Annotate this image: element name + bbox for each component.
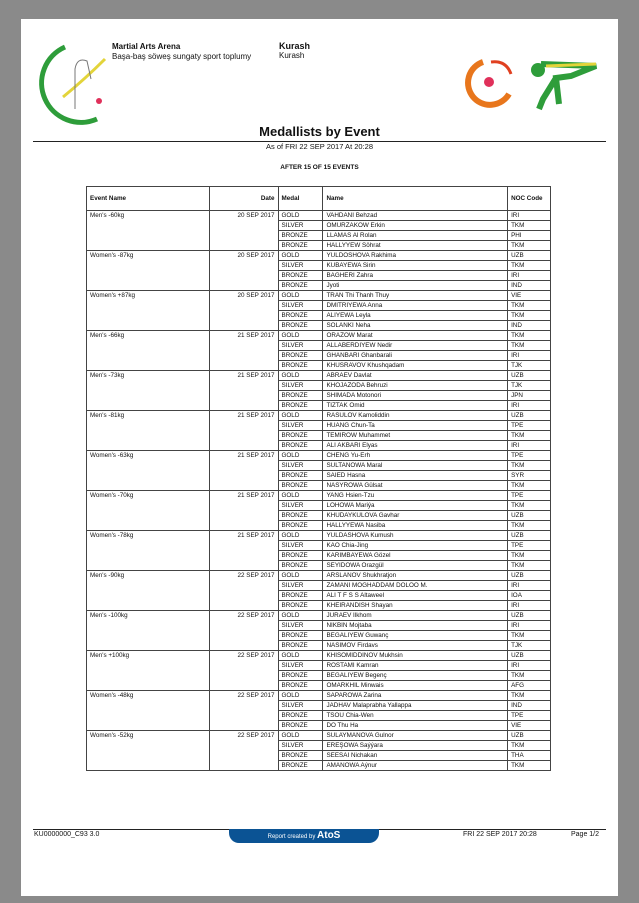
medal-cell: SILVER [278, 621, 323, 631]
table-row [87, 691, 551, 701]
atos-banner [229, 829, 379, 843]
table-row [87, 291, 551, 301]
noc-code-cell: TKM [508, 691, 551, 701]
athlete-name-cell: TEMIROW Muhammet [323, 431, 508, 441]
athlete-name-cell: ALIYEWA Leyla [323, 311, 508, 321]
noc-code-cell: TJK [508, 641, 551, 651]
noc-code-cell: UZB [508, 531, 551, 541]
noc-code-cell: TKM [508, 501, 551, 511]
medal-cell: BRONZE [278, 271, 323, 281]
noc-code-cell: IRI [508, 661, 551, 671]
noc-code-cell: IRI [508, 601, 551, 611]
noc-code-cell: TKM [508, 221, 551, 231]
athlete-name-cell: LOHOWA Mariýa [323, 501, 508, 511]
athlete-name-cell: DMITRIYEWA Anna [323, 301, 508, 311]
noc-code-cell: IRI [508, 351, 551, 361]
medal-cell: BRONZE [278, 241, 323, 251]
noc-code-cell: TKM [508, 521, 551, 531]
athlete-name-cell: TIZTAK Omid [323, 401, 508, 411]
noc-code-cell: TPE [508, 541, 551, 551]
athlete-name-cell: VAHDANI Behzad [323, 211, 508, 221]
medal-cell: BRONZE [278, 481, 323, 491]
noc-code-cell: TPE [508, 711, 551, 721]
athlete-name-cell: SEESAI Nichakan [323, 751, 508, 761]
event-name-cell: Men's +100kg [87, 651, 210, 691]
medal-cell: GOLD [278, 531, 323, 541]
athlete-name-cell: SOLANKI Neha [323, 321, 508, 331]
event-date-cell: 22 SEP 2017 [209, 611, 278, 651]
table-row [87, 211, 551, 221]
medal-cell: GOLD [278, 291, 323, 301]
athlete-name-cell: ROSTAMI Kamran [323, 661, 508, 671]
athlete-name-cell: BAGHERI Zahra [323, 271, 508, 281]
medal-cell: BRONZE [278, 521, 323, 531]
noc-code-cell: VIE [508, 291, 551, 301]
report-page [21, 19, 618, 896]
noc-code-cell: IND [508, 281, 551, 291]
table-row [87, 371, 551, 381]
noc-code-cell: IRI [508, 401, 551, 411]
athlete-name-cell: Jyoti [323, 281, 508, 291]
event-name-cell: Women's +87kg [87, 291, 210, 331]
medal-cell: BRONZE [278, 281, 323, 291]
athlete-name-cell: LLAMAS Al Rolan [323, 231, 508, 241]
medal-cell: GOLD [278, 331, 323, 341]
table-row [87, 251, 551, 261]
event-name-cell: Men's -73kg [87, 371, 210, 411]
medal-cell: BRONZE [278, 641, 323, 651]
athlete-name-cell: SULAYMANOVA Gulnor [323, 731, 508, 741]
report-title: Medallists by Event [259, 124, 380, 139]
noc-code-cell: TKM [508, 631, 551, 641]
noc-code-cell: SYR [508, 471, 551, 481]
noc-code-cell: IRI [508, 581, 551, 591]
created-by-label: Report created by [267, 834, 316, 840]
medal-cell: SILVER [278, 421, 323, 431]
event-date-cell: 21 SEP 2017 [209, 451, 278, 491]
medal-cell: GOLD [278, 731, 323, 741]
noc-code-cell: TPE [508, 451, 551, 461]
medal-cell: BRONZE [278, 391, 323, 401]
table-row [87, 491, 551, 501]
table-row [87, 651, 551, 661]
medal-cell: BRONZE [278, 431, 323, 441]
noc-code-cell: AFG [508, 681, 551, 691]
noc-code-cell: TKM [508, 741, 551, 751]
athlete-name-cell: ZAMANI MOGHADDAM DOLOO M. [323, 581, 508, 591]
games-logo [35, 39, 110, 134]
athlete-name-cell: OMURZAKOW Erkin [323, 221, 508, 231]
table-body [87, 211, 551, 771]
event-date-cell: 21 SEP 2017 [209, 411, 278, 451]
athlete-name-cell: YULDOSHOVA Rakhima [323, 251, 508, 261]
noc-code-cell: JPN [508, 391, 551, 401]
noc-code-cell: TPE [508, 421, 551, 431]
table-header-row [87, 187, 551, 211]
event-name-cell: Women's -70kg [87, 491, 210, 531]
medal-cell: BRONZE [278, 231, 323, 241]
athlete-name-cell: TRAN Thi Thanh Thuy [323, 291, 508, 301]
table-row [87, 331, 551, 341]
athlete-name-cell: SULTANOWA Maral [323, 461, 508, 471]
table-row [87, 571, 551, 581]
athlete-name-cell: OMARKHIL Minwais [323, 681, 508, 691]
medal-cell: SILVER [278, 261, 323, 271]
noc-code-cell: IRI [508, 211, 551, 221]
event-date-cell: 22 SEP 2017 [209, 691, 278, 731]
noc-code-cell: TKM [508, 481, 551, 491]
athlete-name-cell: ALI AKBARI Elyas [323, 441, 508, 451]
medal-cell: SILVER [278, 301, 323, 311]
medal-cell: GOLD [278, 411, 323, 421]
noc-code-cell: UZB [508, 611, 551, 621]
athlete-name-cell: NIKBIN Mojtaba [323, 621, 508, 631]
noc-code-cell: UZB [508, 511, 551, 521]
noc-code-cell: UZB [508, 571, 551, 581]
medal-cell: BRONZE [278, 311, 323, 321]
athlete-name-cell: AMANOWA Aýnur [323, 761, 508, 771]
medal-cell: BRONZE [278, 751, 323, 761]
medal-cell: GOLD [278, 571, 323, 581]
noc-code-cell: IND [508, 701, 551, 711]
table-row [87, 731, 551, 741]
medal-cell: SILVER [278, 541, 323, 551]
athlete-name-cell: BEGALIYEW Begenç [323, 671, 508, 681]
medal-cell: BRONZE [278, 711, 323, 721]
athlete-name-cell: KAO Chia-Jing [323, 541, 508, 551]
athlete-name-cell: NASIMOV Firdavs [323, 641, 508, 651]
venue-block [112, 42, 251, 62]
noc-code-cell: IRI [508, 621, 551, 631]
column-header-date: Date [209, 187, 278, 211]
venue-name: Martial Arts Arena [112, 42, 181, 51]
athlete-name-cell: ALI T F S S Altaweel [323, 591, 508, 601]
athlete-name-cell: ALLABERDIYEW Nedir [323, 341, 508, 351]
noc-code-cell: TKM [508, 561, 551, 571]
medal-cell: BRONZE [278, 401, 323, 411]
noc-code-cell: TKM [508, 301, 551, 311]
noc-code-cell: UZB [508, 731, 551, 741]
athlete-name-cell: YULDASHOVA Kumush [323, 531, 508, 541]
sport-name: Kurash [279, 41, 311, 51]
noc-code-cell: TKM [508, 551, 551, 561]
medal-cell: BRONZE [278, 471, 323, 481]
event-date-cell: 21 SEP 2017 [209, 491, 278, 531]
sport-block [279, 42, 310, 60]
event-name-cell: Men's -100kg [87, 611, 210, 651]
event-name-cell: Men's -60kg [87, 211, 210, 251]
athlete-name-cell: DO Thu Ha [323, 721, 508, 731]
event-name-cell: Men's -81kg [87, 411, 210, 451]
noc-code-cell: TKM [508, 461, 551, 471]
noc-code-cell: UZB [508, 411, 551, 421]
athlete-name-cell: BEGALIYEW Guwanç [323, 631, 508, 641]
noc-code-cell: UZB [508, 251, 551, 261]
medal-cell: GOLD [278, 211, 323, 221]
noc-code-cell: UZB [508, 371, 551, 381]
medal-cell: BRONZE [278, 671, 323, 681]
athlete-name-cell: JADHAV Malaprabha Yallappa [323, 701, 508, 711]
venue-local-name: Başa-baş söweş sungaty sport toplumy [112, 52, 252, 61]
event-date-cell: 20 SEP 2017 [209, 251, 278, 291]
noc-code-cell: TKM [508, 761, 551, 771]
medal-cell: BRONZE [278, 511, 323, 521]
athlete-name-cell: GHANBARI Ghanbarali [323, 351, 508, 361]
table-row [87, 451, 551, 461]
event-name-cell: Women's -78kg [87, 531, 210, 571]
athlete-name-cell: KHISOMIDDINOV Mukhsin [323, 651, 508, 661]
medal-cell: SILVER [278, 341, 323, 351]
medal-cell: BRONZE [278, 601, 323, 611]
athlete-name-cell: KHOJAZODA Behruzi [323, 381, 508, 391]
medal-cell: SILVER [278, 581, 323, 591]
medal-cell: BRONZE [278, 351, 323, 361]
medal-cell: BRONZE [278, 441, 323, 451]
noc-code-cell: TJK [508, 361, 551, 371]
medal-cell: SILVER [278, 501, 323, 511]
event-date-cell: 22 SEP 2017 [209, 731, 278, 771]
column-header-name: Name [323, 187, 508, 211]
noc-code-cell: TKM [508, 331, 551, 341]
event-date-cell: 20 SEP 2017 [209, 211, 278, 251]
atos-logo: AtoS [317, 830, 341, 841]
event-name-cell: Women's -52kg [87, 731, 210, 771]
noc-code-cell: UZB [508, 651, 551, 661]
event-date-cell: 21 SEP 2017 [209, 371, 278, 411]
footer-datetime: FRI 22 SEP 2017 20:28 [463, 831, 537, 838]
event-date-cell: 21 SEP 2017 [209, 331, 278, 371]
table-row [87, 411, 551, 421]
kurash-pictogram [461, 54, 606, 119]
medal-cell: GOLD [278, 491, 323, 501]
medal-cell: BRONZE [278, 721, 323, 731]
events-progress: AFTER 15 OF 15 EVENTS [280, 164, 359, 171]
noc-code-cell: VIE [508, 721, 551, 731]
noc-code-cell: PHI [508, 231, 551, 241]
medal-cell: GOLD [278, 451, 323, 461]
medal-cell: GOLD [278, 611, 323, 621]
noc-code-cell: IND [508, 321, 551, 331]
noc-code-cell: TKM [508, 311, 551, 321]
medal-cell: BRONZE [278, 551, 323, 561]
noc-code-cell: TJK [508, 381, 551, 391]
noc-code-cell: TKM [508, 241, 551, 251]
column-header-medal: Medal [278, 187, 323, 211]
athlete-name-cell: TSOU Chia-Wen [323, 711, 508, 721]
noc-code-cell: THA [508, 751, 551, 761]
sport-subtitle: Kurash [279, 51, 305, 60]
athlete-name-cell: KHEIRANDISH Shayan [323, 601, 508, 611]
event-name-cell: Women's -48kg [87, 691, 210, 731]
event-name-cell: Men's -66kg [87, 331, 210, 371]
medal-cell: SILVER [278, 221, 323, 231]
athlete-name-cell: KHUDAYKULOVA Gavhar [323, 511, 508, 521]
noc-code-cell: TKM [508, 671, 551, 681]
medal-cell: BRONZE [278, 361, 323, 371]
event-date-cell: 22 SEP 2017 [209, 571, 278, 611]
event-date-cell: 21 SEP 2017 [209, 531, 278, 571]
noc-code-cell: TPE [508, 491, 551, 501]
noc-code-cell: IRI [508, 441, 551, 451]
athlete-name-cell: ORAZOW Marat [323, 331, 508, 341]
event-name-cell: Women's -63kg [87, 451, 210, 491]
athlete-name-cell: ARSLANOV Shukhratjon [323, 571, 508, 581]
athlete-name-cell: EREŞOWA Saýýara [323, 741, 508, 751]
athlete-name-cell: HUANG Chun-Ta [323, 421, 508, 431]
athlete-name-cell: SAIED Hasna [323, 471, 508, 481]
medal-cell: GOLD [278, 371, 323, 381]
noc-code-cell: TKM [508, 341, 551, 351]
athlete-name-cell: KHUSRAVOV Khushqadam [323, 361, 508, 371]
event-date-cell: 20 SEP 2017 [209, 291, 278, 331]
noc-code-cell: IRI [508, 271, 551, 281]
noc-code-cell: TKM [508, 261, 551, 271]
medal-cell: SILVER [278, 741, 323, 751]
medallists-table [86, 186, 551, 771]
event-name-cell: Men's -90kg [87, 571, 210, 611]
athlete-name-cell: SEYIDOWA Orazgül [323, 561, 508, 571]
table-row [87, 531, 551, 541]
medal-cell: GOLD [278, 651, 323, 661]
athlete-name-cell: ABRAEV Davlat [323, 371, 508, 381]
medal-cell: GOLD [278, 251, 323, 261]
medal-cell: GOLD [278, 691, 323, 701]
medal-cell: BRONZE [278, 561, 323, 571]
noc-code-cell: IOA [508, 591, 551, 601]
event-date-cell: 22 SEP 2017 [209, 651, 278, 691]
table-row [87, 611, 551, 621]
athlete-name-cell: SAPAROWA Zarina [323, 691, 508, 701]
report-code: KU0000000_C93 3.0 [34, 831, 100, 838]
medal-cell: BRONZE [278, 631, 323, 641]
report-timestamp: As of FRI 22 SEP 2017 At 20:28 [265, 142, 373, 151]
athlete-name-cell: HALLYYEW Söhrat [323, 241, 508, 251]
column-header-event: Event Name [87, 187, 210, 211]
medal-cell: SILVER [278, 461, 323, 471]
athlete-name-cell: JURAEV Ilkhom [323, 611, 508, 621]
column-header-noc: NOC Code [508, 187, 551, 211]
athlete-name-cell: RASULOV Kamoliddin [323, 411, 508, 421]
athlete-name-cell: CHENG Yu-Erh [323, 451, 508, 461]
medal-cell: SILVER [278, 381, 323, 391]
medal-cell: BRONZE [278, 681, 323, 691]
athlete-name-cell: KARIMBAYEWA Gözel [323, 551, 508, 561]
medal-cell: BRONZE [278, 761, 323, 771]
athlete-name-cell: KUBAYEWA Sirin [323, 261, 508, 271]
medal-cell: BRONZE [278, 591, 323, 601]
medal-cell: SILVER [278, 661, 323, 671]
athlete-name-cell: HALLYYEWA Nasiba [323, 521, 508, 531]
medal-cell: BRONZE [278, 321, 323, 331]
page-number: Page 1/2 [571, 831, 600, 838]
medal-cell: SILVER [278, 701, 323, 711]
athlete-name-cell: YANG Hsien-Tzu [323, 491, 508, 501]
athlete-name-cell: NASYROWA Gülsat [323, 481, 508, 491]
noc-code-cell: TKM [508, 431, 551, 441]
athlete-name-cell: SHIMADA Motonori [323, 391, 508, 401]
event-name-cell: Women's -87kg [87, 251, 210, 291]
